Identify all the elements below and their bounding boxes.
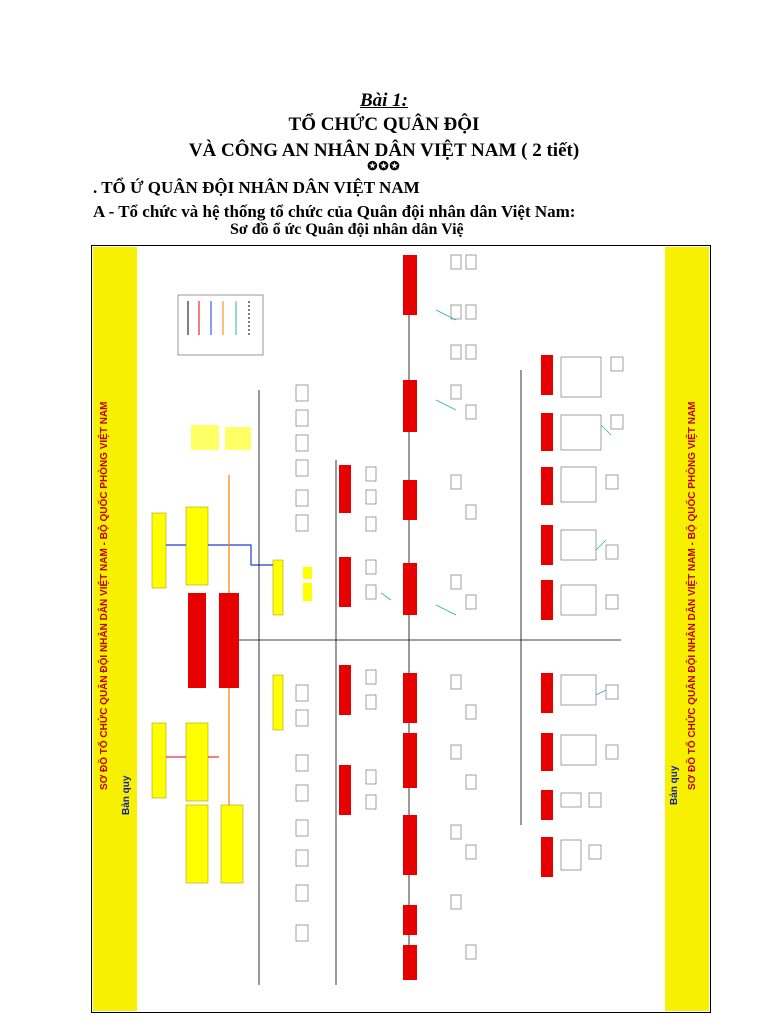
lesson-number: Bài 1: [359, 90, 409, 111]
node-corps-1 [403, 673, 417, 723]
svg-text:Bản quy: Bản quy [669, 765, 680, 805]
node-mid-4 [339, 765, 351, 815]
node-party [152, 513, 166, 588]
node-corps-2 [403, 733, 417, 788]
node-mid-3 [339, 665, 351, 715]
node-general-political [273, 675, 283, 730]
node-military-commission [186, 507, 208, 585]
node-corps-4 [403, 905, 417, 935]
node-defense-council [186, 723, 208, 801]
diagram-caption: Sơ đồ ổ ức Quân đội nhân dân Việ [230, 221, 464, 238]
node-branch-9 [541, 837, 553, 877]
node-mid-2 [339, 557, 351, 607]
node-national-assembly [186, 805, 208, 883]
node-branch-3 [541, 467, 553, 505]
ornament-stars: ✪✪✪ [367, 159, 401, 173]
svg-text:SƠ ĐỒ TỔ CHỨC QUÂN ĐỘI NHÂN DÂ: SƠ ĐỒ TỔ CHỨC QUÂN ĐỘI NHÂN DÂN VIỆT NAM - BỘ QUỐC PHÒNG VIỆT NAM [687, 401, 698, 790]
section-heading: . TỔ Ứ QUÂN ĐỘI NHÂN DÂN VIỆT NAM [93, 178, 420, 197]
page-title-line2: VÀ CÔNG AN NHÂN DÂN VIỆT NAM ( 2 tiết) [188, 140, 580, 161]
node-branch-7 [541, 733, 553, 771]
node-branch-4 [541, 525, 553, 565]
node-corps-5 [403, 945, 417, 980]
page-title-line1: TỔ CHỨC QUÂN ĐỘI [288, 114, 480, 135]
note-box-1 [191, 425, 219, 450]
node-region-4 [403, 563, 417, 615]
node-government [188, 593, 206, 688]
node-region-2 [403, 380, 417, 432]
org-chart-diagram [91, 245, 711, 1013]
sub-heading-a: A - Tổ chức và hệ thống tổ chức của Quân đội nhân dân Việt Nam: [93, 202, 576, 221]
node-standing-committee [221, 805, 243, 883]
node-state [152, 723, 166, 798]
node-region-1 [403, 255, 417, 315]
node-region-3 [403, 480, 417, 520]
node-branch-5 [541, 580, 553, 620]
node-branch-8 [541, 790, 553, 820]
node-ministry-defense [219, 593, 239, 688]
note-box-2 [225, 427, 251, 450]
svg-text:Bản quy: Bản quy [121, 775, 132, 815]
legend-box [178, 295, 263, 355]
node-branch-6 [541, 673, 553, 713]
svg-text:SƠ ĐỒ TỔ CHỨC QUÂN ĐỘI NHÂN DÂ: SƠ ĐỒ TỔ CHỨC QUÂN ĐỘI NHÂN DÂN VIỆT NAM - BỘ QUỐC PHÒNG VIỆT NAM [99, 401, 110, 790]
node-corps-3 [403, 815, 417, 875]
node-branch-2 [541, 413, 553, 451]
node-general-staff [273, 560, 283, 615]
node-branch-1 [541, 355, 553, 395]
node-mid-1 [339, 465, 351, 513]
